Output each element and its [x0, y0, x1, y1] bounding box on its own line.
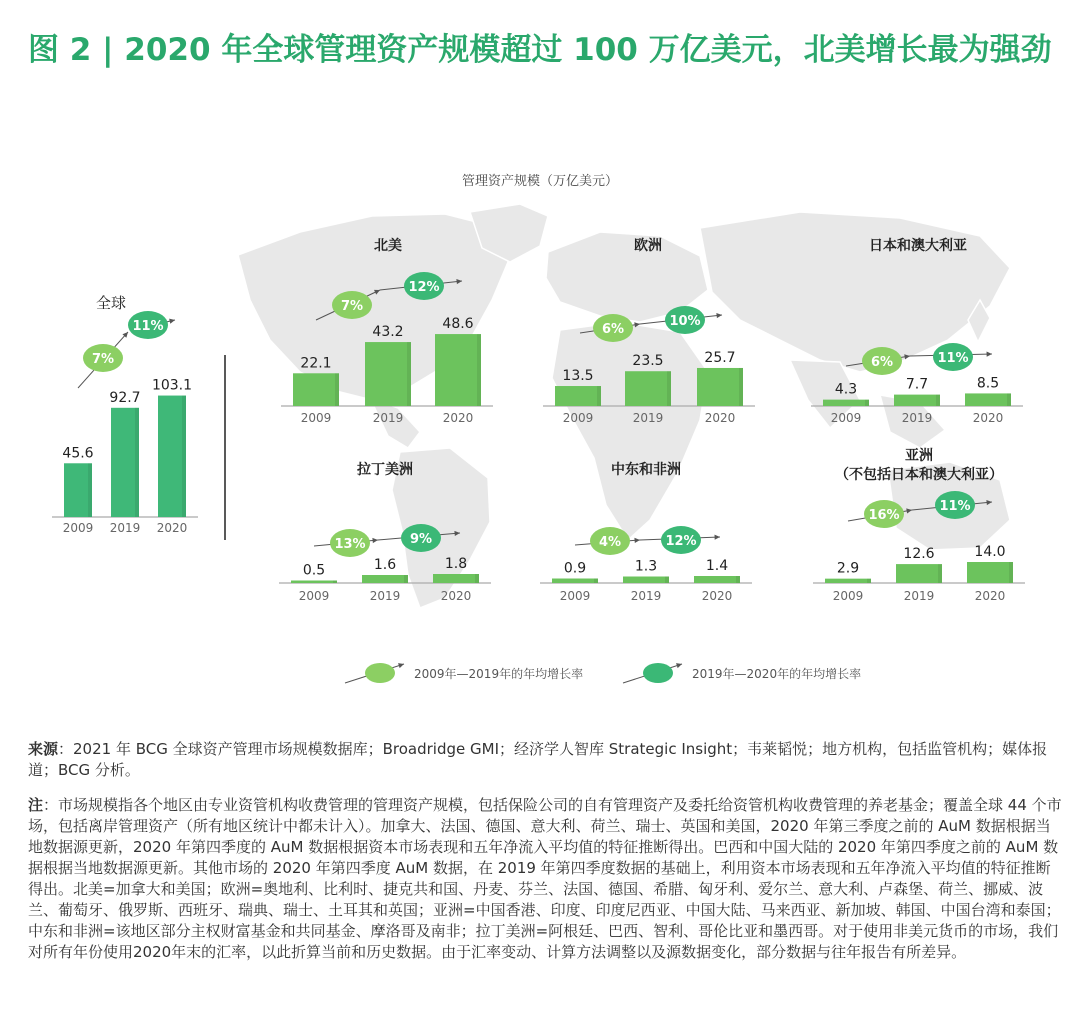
panel-region-2 — [543, 237, 755, 425]
growth-arrow-head — [634, 538, 640, 543]
value-label: 1.4 — [705, 558, 729, 574]
cagr-2009-2019-label: 7% — [340, 299, 364, 314]
year-tick-label: 2020 — [156, 521, 188, 535]
bar-2009 — [823, 400, 869, 406]
growth-arrow-head — [715, 535, 720, 540]
chart-title: 管理资产规模（万亿美元） — [461, 174, 618, 189]
bar-shade — [477, 334, 481, 406]
panel-region-3 — [811, 237, 1023, 425]
growth-arrow-head — [634, 322, 640, 327]
bar-shade — [335, 373, 339, 406]
bar-2009 — [64, 463, 92, 517]
bar-shade — [333, 581, 337, 584]
bar-shade — [867, 579, 871, 583]
bar-2020 — [694, 576, 740, 583]
bar-shade — [594, 579, 598, 584]
year-tick-label: 2020 — [440, 589, 472, 603]
value-label: 13.5 — [562, 368, 594, 385]
cagr-2009-2019-label: 6% — [601, 322, 625, 337]
legend-label: 2019年—2020年的年均增长率 — [692, 667, 862, 681]
panel-region-5 — [540, 461, 752, 603]
panel-region-4 — [279, 461, 491, 603]
bar-shade — [135, 408, 139, 517]
legend — [345, 663, 861, 683]
value-label: 8.5 — [976, 375, 1000, 392]
bar-2009 — [555, 386, 601, 406]
growth-arrow-head — [906, 508, 912, 513]
cagr-2019-2020-label: 11% — [937, 351, 969, 366]
bar-2019 — [111, 408, 139, 517]
value-label: 12.6 — [903, 546, 935, 563]
bar-2020 — [965, 393, 1011, 406]
year-tick-label: 2019 — [903, 589, 935, 603]
bar-shade — [404, 575, 408, 583]
bar-shade — [936, 395, 940, 406]
bar-shade — [736, 576, 740, 583]
bar-2019 — [894, 395, 940, 406]
growth-arrow-head — [987, 352, 992, 357]
panel-title: 欧洲 — [634, 238, 662, 254]
cagr-2019-2020-label: 10% — [669, 314, 701, 329]
legend-swatch — [643, 663, 673, 683]
bar-shade — [182, 396, 186, 517]
year-tick-label: 2009 — [562, 411, 594, 425]
year-tick-label: 2009 — [830, 411, 862, 425]
bar-shade — [739, 368, 743, 406]
bar-shade — [475, 574, 479, 583]
bar-2020 — [697, 368, 743, 406]
growth-arrow-head — [454, 531, 460, 536]
value-label: 22.1 — [300, 355, 332, 372]
note-text: ：市场规模指各个地区由专业资管机构收费管理的管理资产规模，包括保险公司的自有管理资产及委托给资管机构收费管理的养老基金；覆盖全球 44 个市场，包括离岸管理资产（所有地区统计中都未计入）。加拿大、法国、德国、意大利、荷兰、瑞士、英国和美国，2020 年第三季度之前的 AuM 数据根据当地数据源更新，2020 年第四季度的 AuM 数据根据资本市场表现和五年净流入平均值的特征推断得出。巴西和中国大陆的 2020 年第四季度之前的 AuM 数据根据当地数据源更新。其他市场的 2020 年第四季度 AuM 数据，在 2019 年第四季度数据的基础上，利用资本市场表现和五年净流入平均值的特征推断得出。北美=加拿大和美国；欧洲=奥地利、比利时、捷克共和国、丹麦、芬兰、法国、德国、希腊、匈牙利、爱尔兰、意大利、卢森堡、荷兰、挪威、波兰、葡萄牙、俄罗斯、西班牙、瑞典、瑞士、土耳其和英国；亚洲=中国香港、印度、印度尼西亚、中国大陆、马来西亚、新加坡、韩国、中国台湾和泰国；中东和非洲=该地区部分主权财富基金和共同基金、摩洛哥及南非；拉丁美洲=阿根廷、巴西、智利、哥伦比亚和墨西哥。对于使用非美元货币的市场，我们对所有年份使用2020年末的汇率，以此折算当前和历史数据。由于汇率变动、计算方法调整以及源数据变化，部分数据与往年报告有所差异。 — [28, 796, 1062, 961]
year-tick-label: 2020 — [442, 411, 474, 425]
cagr-2009-2019-label: 6% — [870, 355, 894, 370]
bar-2020 — [435, 334, 481, 406]
page-title: 图 2 | 2020 年全球管理资产规模超过 100 万亿美元，北美增长最为强劲 — [28, 32, 1052, 68]
bar-2019 — [625, 371, 671, 406]
year-tick-label: 2019 — [630, 589, 662, 603]
panel-title: 拉丁美洲 — [357, 462, 413, 478]
bar-2019 — [362, 575, 408, 583]
year-tick-label: 2019 — [372, 411, 404, 425]
cagr-2019-2020-label: 12% — [665, 534, 697, 549]
growth-arrow-head — [398, 663, 404, 668]
panel-region-1 — [281, 237, 493, 425]
growth-arrow-head — [676, 663, 682, 668]
year-tick-label: 2019 — [632, 411, 664, 425]
bar-shade — [1009, 562, 1013, 583]
bar-shade — [865, 400, 869, 406]
bar-2020 — [967, 562, 1013, 583]
value-label: 45.6 — [62, 445, 94, 462]
value-label: 1.6 — [373, 557, 397, 573]
source-label: 来源 — [28, 740, 59, 758]
legend-swatch — [365, 663, 395, 683]
footnote — [28, 795, 1063, 963]
growth-arrow-head — [372, 538, 378, 543]
value-label: 1.8 — [444, 556, 468, 572]
note-label: 注 — [28, 796, 44, 814]
value-label: 23.5 — [632, 353, 664, 370]
bar-shade — [667, 371, 671, 406]
value-label: 43.2 — [372, 324, 404, 341]
bar-2009 — [825, 579, 871, 583]
year-tick-label: 2020 — [701, 589, 733, 603]
year-tick-label: 2019 — [901, 411, 933, 425]
bar-shade — [665, 577, 669, 584]
year-tick-label: 2009 — [62, 521, 94, 535]
year-tick-label: 2009 — [300, 411, 332, 425]
cagr-2019-2020-label: 11% — [132, 319, 164, 334]
value-label: 0.5 — [302, 562, 326, 579]
bar-2019 — [365, 342, 411, 406]
cagr-2009-2019-label: 13% — [334, 537, 366, 552]
cagr-2019-2020-label: 11% — [939, 499, 971, 514]
bar-shade — [597, 386, 601, 406]
value-label: 92.7 — [109, 389, 141, 406]
bar-shade — [938, 564, 942, 583]
bar-2009 — [291, 581, 337, 584]
value-label: 4.3 — [834, 381, 858, 398]
value-label: 14.0 — [974, 544, 1006, 560]
year-tick-label: 2009 — [559, 589, 591, 603]
bar-2009 — [293, 373, 339, 406]
value-label: 103.1 — [151, 377, 193, 394]
value-label: 1.3 — [634, 558, 658, 575]
growth-arrow-head — [904, 354, 910, 359]
bar-2009 — [552, 579, 598, 584]
bar-shade — [407, 342, 411, 406]
bar-2020 — [433, 574, 479, 583]
panel-subtitle: （不包括日本和澳大利亚） — [835, 467, 1003, 483]
value-label: 0.9 — [563, 560, 587, 577]
cagr-2019-2020-label: 9% — [409, 532, 433, 547]
year-tick-label: 2019 — [369, 589, 401, 603]
year-tick-label: 2020 — [704, 411, 736, 425]
panel-global — [52, 294, 198, 535]
cagr-2009-2019-label: 7% — [91, 352, 115, 367]
source-note — [28, 739, 1063, 781]
legend-label: 2009年—2019年的年均增长率 — [414, 667, 584, 681]
bar-shade — [88, 463, 92, 517]
panel-title: 中东和非洲 — [611, 462, 681, 478]
panel-title: 北美 — [374, 238, 402, 254]
value-label: 25.7 — [704, 349, 736, 366]
cagr-2009-2019-label: 4% — [598, 535, 622, 550]
panel-title: 全球 — [96, 294, 127, 312]
year-tick-label: 2020 — [974, 589, 1006, 603]
year-tick-label: 2009 — [298, 589, 330, 603]
year-tick-label: 2019 — [109, 521, 141, 535]
panel-title: 亚洲 — [905, 448, 933, 464]
panel-title: 日本和澳大利亚 — [869, 238, 967, 254]
cagr-2019-2020-label: 12% — [408, 280, 440, 295]
bar-2019 — [623, 577, 669, 584]
bar-2020 — [158, 396, 186, 517]
year-tick-label: 2020 — [972, 411, 1004, 425]
value-label: 48.6 — [442, 316, 474, 333]
bar-2019 — [896, 564, 942, 583]
source-text: ：2021 年 BCG 全球资产管理市场规模数据库；Broadridge GMI；经济学人智库 Strategic Insight；韦莱韬悦；地方机构，包括监管机构；媒体报道；BCG 分析。 — [28, 740, 1048, 779]
panel-region-6 — [813, 448, 1025, 603]
growth-arrow-head — [169, 319, 175, 324]
cagr-2009-2019-label: 16% — [868, 508, 900, 523]
value-label: 2.9 — [836, 560, 860, 577]
bar-shade — [1007, 393, 1011, 406]
value-label: 7.7 — [905, 376, 929, 393]
year-tick-label: 2009 — [832, 589, 864, 603]
